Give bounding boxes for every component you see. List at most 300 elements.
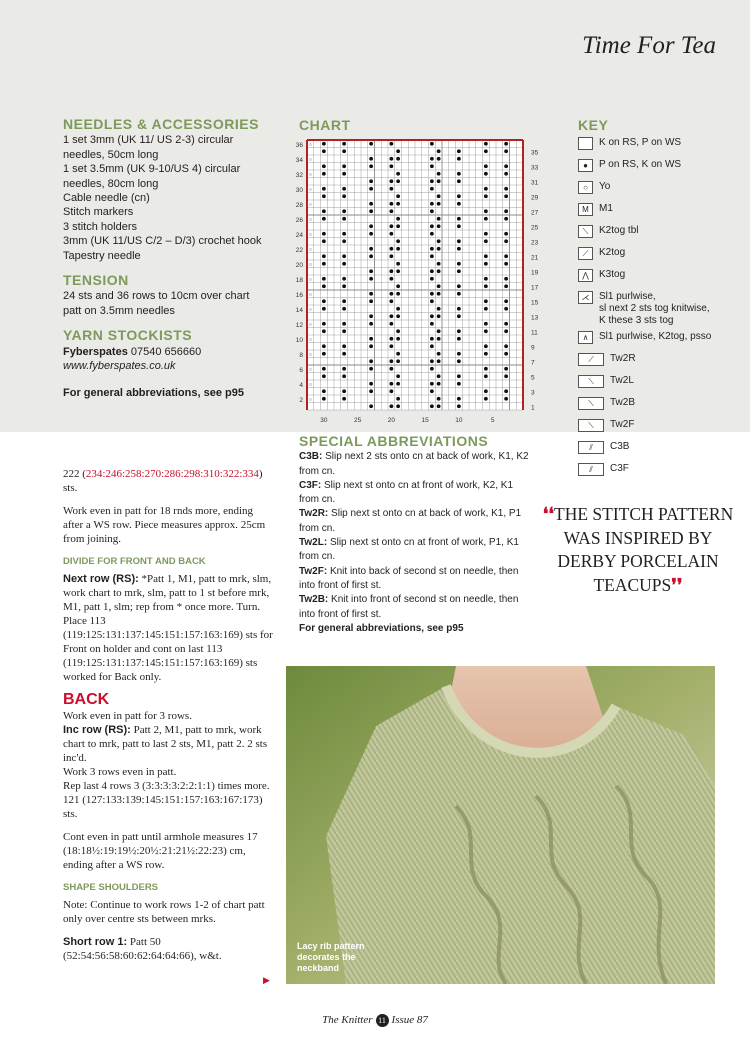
divide-paragraph bbox=[63, 572, 275, 684]
chart-purl-dot bbox=[457, 179, 461, 183]
special-term: Tw2B: bbox=[299, 594, 329, 606]
yarn-web[interactable]: www.fyberspates.co.uk bbox=[63, 360, 176, 373]
chart-purl-dot bbox=[430, 232, 434, 236]
chart-row-label: 12 bbox=[295, 321, 303, 329]
key-item bbox=[578, 419, 634, 432]
chart-purl-dot bbox=[396, 374, 400, 378]
chart-purl-dot bbox=[322, 322, 326, 326]
chart-purl-dot bbox=[396, 217, 400, 221]
special-term: C3B: bbox=[299, 451, 323, 463]
pull-quote bbox=[538, 503, 738, 597]
chart-purl-dot bbox=[457, 329, 461, 333]
chart-purl-dot bbox=[342, 352, 346, 356]
back-line-3: Rep last 4 rows 3 (3:3:3:3:2:2:1:1) times more. bbox=[63, 780, 270, 792]
yarn-section bbox=[63, 328, 278, 400]
chart-purl-dot bbox=[457, 359, 461, 363]
chart-purl-dot bbox=[484, 329, 488, 333]
open-quote-icon: ❛❛ bbox=[542, 504, 555, 524]
chart-purl-dot bbox=[504, 187, 508, 191]
chart-purl-dot bbox=[504, 329, 508, 333]
chart-row-label: 7 bbox=[531, 359, 535, 367]
chart-purl-dot bbox=[437, 247, 441, 251]
chart-purl-dot bbox=[369, 209, 373, 213]
sl1-sl2-icon: ⋌ bbox=[578, 291, 593, 304]
chart-purl-dot bbox=[389, 337, 393, 341]
key-label: Sl1 purlwise, K2tog, psso bbox=[599, 331, 712, 342]
sl1-k2tog-psso-icon: ∧ bbox=[578, 331, 593, 344]
chart-purl-dot bbox=[457, 314, 461, 318]
chart-purl-dot bbox=[504, 389, 508, 393]
chart-purl-dot bbox=[504, 367, 508, 371]
key-label: Sl1 purlwise, sl next 2 sts tog knitwise, K these 3 sts tog bbox=[599, 291, 710, 326]
chart-purl-dot bbox=[389, 187, 393, 191]
chart-purl-dot bbox=[369, 269, 373, 273]
stitch-count-end: ) sts. bbox=[63, 468, 263, 494]
chart-row-label: 21 bbox=[531, 254, 539, 262]
footer-magazine: The Knitter bbox=[322, 1014, 373, 1026]
key-label: Yo bbox=[599, 181, 611, 192]
chart-purl-dot bbox=[369, 292, 373, 296]
k3tog-icon: ⋀ bbox=[578, 269, 593, 282]
chart-purl-dot bbox=[484, 164, 488, 168]
special-item bbox=[299, 536, 529, 565]
chart-border-left bbox=[306, 140, 308, 410]
knitting-chart bbox=[287, 134, 547, 424]
chart-row-label: 11 bbox=[531, 329, 538, 337]
chart-purl-dot bbox=[437, 284, 441, 288]
footer-issue: Issue 87 bbox=[391, 1014, 428, 1026]
chart-purl-dot bbox=[430, 389, 434, 393]
tw2l-icon: ⟍ bbox=[578, 375, 604, 388]
back-line-4: 121 (127:133:139:145:151:157:163:167:173) sts. bbox=[63, 794, 263, 820]
chart-purl-dot bbox=[437, 157, 441, 161]
chart-purl-dot bbox=[504, 284, 508, 288]
key-item bbox=[578, 137, 681, 150]
dot-square-icon: ● bbox=[578, 159, 593, 172]
short-row-text: Patt 50 (52:54:56:58:60:62:64:64:66), w&t. bbox=[63, 936, 222, 962]
chart-purl-dot bbox=[342, 187, 346, 191]
chart-purl-dot bbox=[389, 224, 393, 228]
chart-row-label: 35 bbox=[531, 149, 539, 157]
chart-purl-dot bbox=[430, 247, 434, 251]
chart-purl-dot bbox=[504, 254, 508, 258]
chart-purl-dot bbox=[342, 164, 346, 168]
chart-column-label: 20 bbox=[387, 417, 395, 424]
chart-row-label: 33 bbox=[531, 164, 539, 172]
chart-purl-dot bbox=[369, 157, 373, 161]
chart-purl-dot bbox=[437, 337, 441, 341]
chart-purl-dot bbox=[504, 352, 508, 356]
chart-purl-dot bbox=[437, 397, 441, 401]
chart-purl-dot bbox=[504, 277, 508, 281]
chart-purl-dot bbox=[457, 382, 461, 386]
chart-purl-dot bbox=[457, 284, 461, 288]
chart-row-label: 32 bbox=[295, 171, 303, 179]
stitch-count-alt: 234:246:258:270:286:298:310:322:334 bbox=[85, 468, 259, 480]
short-row-lead: Short row 1: bbox=[63, 936, 128, 948]
chart-purl-dot bbox=[389, 382, 393, 386]
c3b-icon: ⫽ bbox=[578, 441, 604, 454]
chart-yo-symbol: ○ bbox=[308, 397, 312, 403]
chart-row-label: 13 bbox=[531, 314, 539, 322]
shoulders-note: Note: Continue to work rows 1-2 of chart patt only over centre sts between mrks. bbox=[63, 899, 265, 925]
chart-purl-dot bbox=[437, 239, 441, 243]
chart-purl-dot bbox=[430, 299, 434, 303]
pattern-text-column bbox=[63, 467, 275, 972]
key-heading: KEY bbox=[578, 117, 609, 133]
chart-row-label: 34 bbox=[295, 156, 303, 164]
chart-purl-dot bbox=[484, 194, 488, 198]
chart-purl-dot bbox=[342, 232, 346, 236]
chart-purl-dot bbox=[369, 322, 373, 326]
key-label: C3F bbox=[610, 463, 629, 474]
chart-row-label: 14 bbox=[295, 306, 303, 314]
key-label: C3B bbox=[610, 441, 630, 452]
chart-purl-dot bbox=[437, 179, 441, 183]
key-item bbox=[578, 225, 638, 238]
special-item bbox=[299, 565, 529, 594]
chart-purl-dot bbox=[342, 239, 346, 243]
chart-purl-dot bbox=[457, 404, 461, 408]
chart-purl-dot bbox=[369, 359, 373, 363]
chart-row-label: 31 bbox=[531, 179, 539, 187]
chart-purl-dot bbox=[484, 209, 488, 213]
chart-heading: CHART bbox=[299, 117, 351, 133]
chart-purl-dot bbox=[430, 277, 434, 281]
chart-purl-dot bbox=[484, 262, 488, 266]
chart-purl-dot bbox=[457, 269, 461, 273]
special-abbrev-note: For general abbreviations, see p95 bbox=[299, 622, 464, 634]
chart-purl-dot bbox=[369, 277, 373, 281]
chart-purl-dot bbox=[396, 314, 400, 318]
chart-purl-dot bbox=[322, 172, 326, 176]
inc-lead: Inc row (RS): bbox=[63, 724, 131, 736]
chart-purl-dot bbox=[369, 344, 373, 348]
back-line-2: Work 3 rows even in patt. bbox=[63, 766, 177, 778]
chart-purl-dot bbox=[430, 254, 434, 258]
chart-purl-dot bbox=[389, 292, 393, 296]
chart-purl-dot bbox=[484, 344, 488, 348]
chart-purl-dot bbox=[484, 389, 488, 393]
chart-yo-symbol: ○ bbox=[308, 322, 312, 328]
chart-purl-dot bbox=[484, 397, 488, 401]
chart-row-label: 9 bbox=[531, 344, 535, 352]
chart-purl-dot bbox=[322, 329, 326, 333]
chart-purl-dot bbox=[457, 292, 461, 296]
chart-purl-dot bbox=[457, 374, 461, 378]
chart-purl-dot bbox=[430, 337, 434, 341]
chart-purl-dot bbox=[430, 314, 434, 318]
chart-purl-dot bbox=[430, 367, 434, 371]
chart-purl-dot bbox=[322, 164, 326, 168]
chart-purl-dot bbox=[437, 269, 441, 273]
chart-yo-symbol: ○ bbox=[308, 142, 312, 148]
chart-purl-dot bbox=[484, 172, 488, 176]
chart-purl-dot bbox=[484, 232, 488, 236]
page-title: Time For Tea bbox=[582, 32, 716, 59]
chart-purl-dot bbox=[322, 194, 326, 198]
chart-yo-symbol: ○ bbox=[308, 277, 312, 283]
needles-line: needles, 80cm long bbox=[63, 177, 159, 190]
chart-purl-dot bbox=[457, 194, 461, 198]
shoulders-heading: SHAPE SHOULDERS bbox=[63, 882, 159, 893]
chart-border-right bbox=[522, 140, 524, 410]
chart-purl-dot bbox=[504, 209, 508, 213]
chart-purl-dot bbox=[342, 217, 346, 221]
chart-purl-dot bbox=[437, 149, 441, 153]
needles-line: 3mm (UK 11/US C/2 – D/3) crochet hook bbox=[63, 235, 262, 248]
garment-photo bbox=[286, 666, 715, 984]
k2tog-tbl-icon: ⟍ bbox=[578, 225, 593, 238]
short-row-paragraph bbox=[63, 935, 275, 963]
chart-purl-dot bbox=[389, 247, 393, 251]
chart-yo-symbol: ○ bbox=[308, 217, 312, 223]
needles-line: Cable needle (cn) bbox=[63, 192, 150, 205]
yarn-heading: YARN STOCKISTS bbox=[63, 327, 193, 344]
key-label: Tw2F bbox=[610, 419, 635, 430]
tension-section bbox=[63, 273, 278, 318]
special-text: Knit into front of second st on needle, then into front of first st. bbox=[299, 594, 519, 620]
chart-purl-dot bbox=[389, 389, 393, 393]
chart-purl-dot bbox=[437, 359, 441, 363]
key-item bbox=[578, 291, 710, 327]
chart-purl-dot bbox=[322, 149, 326, 153]
chart-yo-symbol: ○ bbox=[308, 232, 312, 238]
chart-purl-dot bbox=[369, 382, 373, 386]
chart-purl-dot bbox=[396, 269, 400, 273]
chart-purl-dot bbox=[430, 382, 434, 386]
chart-purl-dot bbox=[342, 307, 346, 311]
chart-purl-dot bbox=[430, 209, 434, 213]
chart-row-label: 26 bbox=[295, 216, 303, 224]
chart-purl-dot bbox=[389, 344, 393, 348]
chart-row-label: 16 bbox=[295, 291, 303, 299]
chart-purl-dot bbox=[342, 277, 346, 281]
chart-purl-dot bbox=[342, 344, 346, 348]
chart-purl-dot bbox=[369, 314, 373, 318]
chart-purl-dot bbox=[342, 322, 346, 326]
chart-purl-dot bbox=[389, 202, 393, 206]
chart-purl-dot bbox=[369, 299, 373, 303]
chart-purl-dot bbox=[342, 149, 346, 153]
key-item bbox=[578, 331, 711, 344]
chart-yo-symbol: ○ bbox=[308, 262, 312, 268]
chart-yo-symbol: ○ bbox=[308, 157, 312, 163]
chart-yo-symbol: ○ bbox=[308, 247, 312, 253]
chart-purl-dot bbox=[342, 172, 346, 176]
chart-purl-dot bbox=[396, 307, 400, 311]
chart-purl-dot bbox=[437, 262, 441, 266]
chart-purl-dot bbox=[484, 149, 488, 153]
yarn-supplier: Fyberspates bbox=[63, 345, 128, 358]
chart-purl-dot bbox=[484, 367, 488, 371]
special-item bbox=[299, 479, 529, 508]
chart-purl-dot bbox=[484, 374, 488, 378]
chart-purl-dot bbox=[342, 254, 346, 258]
chart-purl-dot bbox=[342, 389, 346, 393]
chart-purl-dot bbox=[369, 404, 373, 408]
chart-row-label: 28 bbox=[295, 201, 303, 209]
chart-purl-dot bbox=[396, 337, 400, 341]
chart-purl-dot bbox=[437, 374, 441, 378]
chart-purl-dot bbox=[389, 359, 393, 363]
chart-row-label: 29 bbox=[531, 194, 539, 202]
chart-purl-dot bbox=[389, 314, 393, 318]
chart-purl-dot bbox=[484, 187, 488, 191]
chart-purl-dot bbox=[430, 202, 434, 206]
chart-purl-dot bbox=[504, 164, 508, 168]
chart-purl-dot bbox=[504, 397, 508, 401]
chart-purl-dot bbox=[504, 262, 508, 266]
chart-purl-dot bbox=[430, 269, 434, 273]
chart-purl-dot bbox=[457, 157, 461, 161]
key-label: K2tog bbox=[599, 247, 626, 258]
chart-purl-dot bbox=[437, 404, 441, 408]
key-item bbox=[578, 375, 634, 388]
key-item bbox=[578, 269, 625, 282]
chart-purl-dot bbox=[457, 217, 461, 221]
continue-arrow-icon: ▶ bbox=[263, 975, 270, 985]
chart-purl-dot bbox=[322, 277, 326, 281]
chart-purl-dot bbox=[322, 307, 326, 311]
chart-purl-dot bbox=[396, 292, 400, 296]
chart-purl-dot bbox=[322, 374, 326, 378]
chart-purl-dot bbox=[322, 187, 326, 191]
chart-purl-dot bbox=[396, 239, 400, 243]
chart-purl-dot bbox=[396, 149, 400, 153]
chart-purl-dot bbox=[369, 247, 373, 251]
chart-yo-symbol: ○ bbox=[308, 292, 312, 298]
armhole-paragraph: Cont even in patt until armhole measures 17 (18:18½:19:19½:20½:21:21½:22:23) cm, ending after a WS row. bbox=[63, 831, 258, 871]
chart-column-label: 30 bbox=[320, 417, 328, 424]
chart-purl-dot bbox=[504, 299, 508, 303]
chart-row-label: 18 bbox=[295, 276, 303, 284]
chart-purl-dot bbox=[457, 352, 461, 356]
chart-purl-dot bbox=[369, 202, 373, 206]
chart-purl-dot bbox=[389, 157, 393, 161]
chart-purl-dot bbox=[389, 164, 393, 168]
tw2b-icon: ⟍ bbox=[578, 397, 604, 410]
special-item bbox=[299, 450, 529, 479]
chart-purl-dot bbox=[342, 284, 346, 288]
materials-column bbox=[63, 117, 278, 410]
chart-purl-dot bbox=[369, 367, 373, 371]
key-panel bbox=[578, 117, 738, 474]
chart-purl-dot bbox=[504, 239, 508, 243]
inc-row-paragraph bbox=[63, 723, 275, 765]
chart-row-label: 2 bbox=[299, 396, 303, 404]
chart-purl-dot bbox=[322, 352, 326, 356]
special-text: Slip next st onto cn at back of work, K1, P1 from cn. bbox=[299, 508, 522, 534]
key-label: K on RS, P on WS bbox=[599, 137, 682, 148]
special-heading: SPECIAL ABBREVIATIONS bbox=[299, 433, 489, 449]
chart-purl-dot bbox=[342, 329, 346, 333]
chart-purl-dot bbox=[342, 262, 346, 266]
key-item bbox=[578, 441, 629, 454]
chart-yo-symbol: ○ bbox=[308, 352, 312, 358]
chart-purl-dot bbox=[484, 217, 488, 221]
c3f-icon: ⫽ bbox=[578, 463, 604, 476]
chart-purl-dot bbox=[342, 374, 346, 378]
chart-row-label: 25 bbox=[531, 224, 539, 232]
chart-purl-dot bbox=[389, 322, 393, 326]
divide-lead: Next row (RS): bbox=[63, 573, 139, 585]
key-item bbox=[578, 159, 681, 172]
chart-purl-dot bbox=[504, 232, 508, 236]
tension-line: patt on 3.5mm needles bbox=[63, 304, 175, 317]
chart-yo-symbol: ○ bbox=[308, 172, 312, 178]
chart-purl-dot bbox=[437, 314, 441, 318]
back-line-1: Work even in patt for 3 rows. bbox=[63, 710, 192, 722]
chart-purl-dot bbox=[322, 232, 326, 236]
chart-purl-dot bbox=[396, 172, 400, 176]
chart-purl-dot bbox=[322, 254, 326, 258]
chart-purl-dot bbox=[396, 194, 400, 198]
chart-purl-dot bbox=[369, 254, 373, 258]
chart-purl-dot bbox=[396, 284, 400, 288]
tw2f-icon: ⟍ bbox=[578, 419, 604, 432]
needles-heading: NEEDLES & ACCESSORIES bbox=[63, 116, 259, 132]
chart-row-label: 10 bbox=[295, 336, 303, 344]
chart-row-label: 15 bbox=[531, 299, 539, 307]
special-text: Slip next 2 sts onto cn at back of work, K1, K2 from cn. bbox=[299, 451, 529, 477]
needles-section bbox=[63, 117, 278, 263]
chart-purl-dot bbox=[437, 292, 441, 296]
chart-purl-dot bbox=[504, 149, 508, 153]
chart-purl-dot bbox=[322, 217, 326, 221]
photo-caption: Lacy rib pattern decorates the neckband bbox=[297, 941, 365, 973]
chart-purl-dot bbox=[457, 149, 461, 153]
chart-purl-dot bbox=[484, 254, 488, 258]
special-term: Tw2L: bbox=[299, 537, 328, 549]
needles-line: 3 stitch holders bbox=[63, 220, 137, 233]
chart-yo-symbol: ○ bbox=[308, 337, 312, 343]
chart-purl-dot bbox=[430, 164, 434, 168]
knit-top-illustration bbox=[286, 666, 715, 984]
key-item bbox=[578, 353, 636, 366]
chart-purl-dot bbox=[389, 277, 393, 281]
key-label: K3tog bbox=[599, 269, 626, 280]
chart-column-label: 15 bbox=[421, 417, 429, 424]
chart-purl-dot bbox=[369, 389, 373, 393]
needles-line: needles, 50cm long bbox=[63, 148, 159, 161]
chart-purl-dot bbox=[437, 202, 441, 206]
stitch-count-start: 222 ( bbox=[63, 468, 86, 480]
special-term: Tw2R: bbox=[299, 508, 329, 520]
chart-purl-dot bbox=[504, 142, 508, 146]
needles-line: 1 set 3.5mm (UK 9-10/US 4) circular bbox=[63, 163, 241, 176]
chart-column-label: 5 bbox=[490, 417, 495, 424]
blank-square-icon bbox=[578, 137, 593, 150]
chart-purl-dot bbox=[437, 194, 441, 198]
chart-purl-dot bbox=[342, 194, 346, 198]
tension-heading: TENSION bbox=[63, 272, 129, 289]
chart-purl-dot bbox=[457, 247, 461, 251]
needles-line: 1 set 3mm (UK 11/ US 2-3) circular bbox=[63, 134, 234, 147]
close-quote-icon: ❜❜ bbox=[671, 574, 683, 595]
key-label: Tw2B bbox=[610, 397, 636, 408]
chart-row-label: 22 bbox=[295, 246, 303, 254]
chart-purl-dot bbox=[396, 359, 400, 363]
chart-purl-dot bbox=[396, 202, 400, 206]
chart-purl-dot bbox=[457, 172, 461, 176]
chart-purl-dot bbox=[457, 397, 461, 401]
chart-purl-dot bbox=[457, 307, 461, 311]
key-label: Tw2L bbox=[610, 375, 634, 386]
page-footer bbox=[0, 1014, 750, 1027]
chart-row-label: 23 bbox=[531, 239, 539, 247]
chart-purl-dot bbox=[430, 224, 434, 228]
